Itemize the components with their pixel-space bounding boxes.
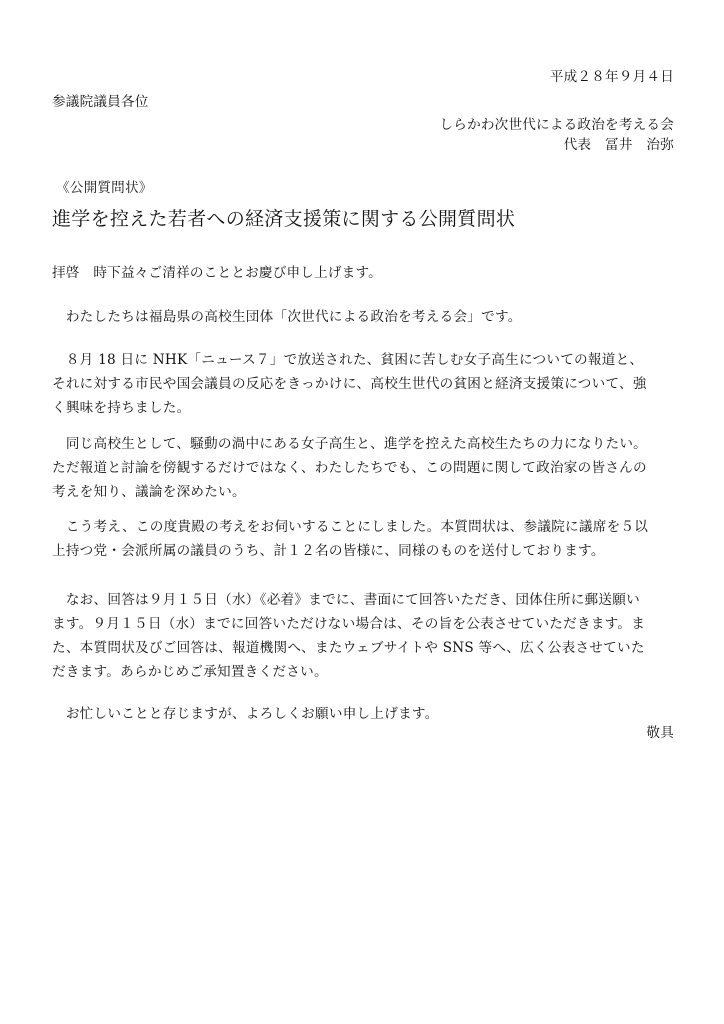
paragraph-line: お忙しいことと存じますが、よろしくお願い申し上げます。 xyxy=(52,706,439,722)
document-label: 《公開質問状》 xyxy=(56,180,153,196)
closing: 敬具 xyxy=(646,725,674,741)
paragraph-line: それに対する市民や国会議員の反応をきっかけに、高校生世代の貧困と経済支援策について、強 xyxy=(52,376,647,392)
paragraph-line: ます。９月１５日（水）までに回答いただけない場合は、その旨を公表させていただきます。ま xyxy=(52,616,646,632)
greeting: 拝啓 時下益々ご清祥のこととお慶び申し上げます。 xyxy=(52,265,382,281)
paragraph-line: こう考え、この度貴殿の考えをお伺いすることにしました。本質問状は、参議院に議席を５以 xyxy=(52,519,649,535)
sender-organization: しらかわ次世代による政治を考える会 xyxy=(439,117,674,133)
paragraph-line: わたしたちは福島県の高校生団体「次世代による政治を考える会」です。 xyxy=(52,309,522,325)
paragraph-motivation xyxy=(52,348,678,420)
paragraph-line: ８月 18 日に NHK「ニュース７」で放送された、貧困に苦しむ女子高生についての報道と、 xyxy=(52,352,644,368)
paragraph-request xyxy=(52,702,678,726)
document-title: 進学を控えた若者への経済支援策に関する公開質問状 xyxy=(52,208,516,230)
sender-representative: 代表 冨井 治弥 xyxy=(563,137,674,153)
paragraph-line: だきます。あらかじめご承知置きください。 xyxy=(52,664,328,680)
paragraph-line: なお、回答は９月１５日（水）《必着》までに、書面にて回答いただき、団体住所に郵送願い xyxy=(52,592,640,608)
paragraph-line: く興味を持ちました。 xyxy=(52,400,191,416)
paragraph-line: ただ報道と討論を傍観するだけではなく、わたしたちでも、この問題に関して政治家の皆さんの xyxy=(52,460,647,476)
paragraph-purpose xyxy=(52,432,678,504)
date: 平成２８年９月４日 xyxy=(549,69,674,85)
paragraph-deadline xyxy=(52,588,678,684)
paragraph-line: た、本質問状及びご回答は、報道機関へ、またウェブサイトや SNS 等へ、広く公表させていた xyxy=(52,640,645,656)
paragraph-intro xyxy=(52,305,678,329)
paragraph-line: 上持つ党・会派所属の議員のうち、計１２名の皆様に、同様のものを送付しております。 xyxy=(52,543,605,559)
paragraph-line: 考えを知り、議論を深めたい。 xyxy=(52,484,246,500)
paragraph-line: 同じ高校生として、騒動の渦中にある女子高生と、進学を控えた高校生たちの力になりたい。 xyxy=(52,436,648,452)
addressee: 参議院議員各位 xyxy=(52,94,149,110)
paragraph-recipients xyxy=(52,515,678,563)
